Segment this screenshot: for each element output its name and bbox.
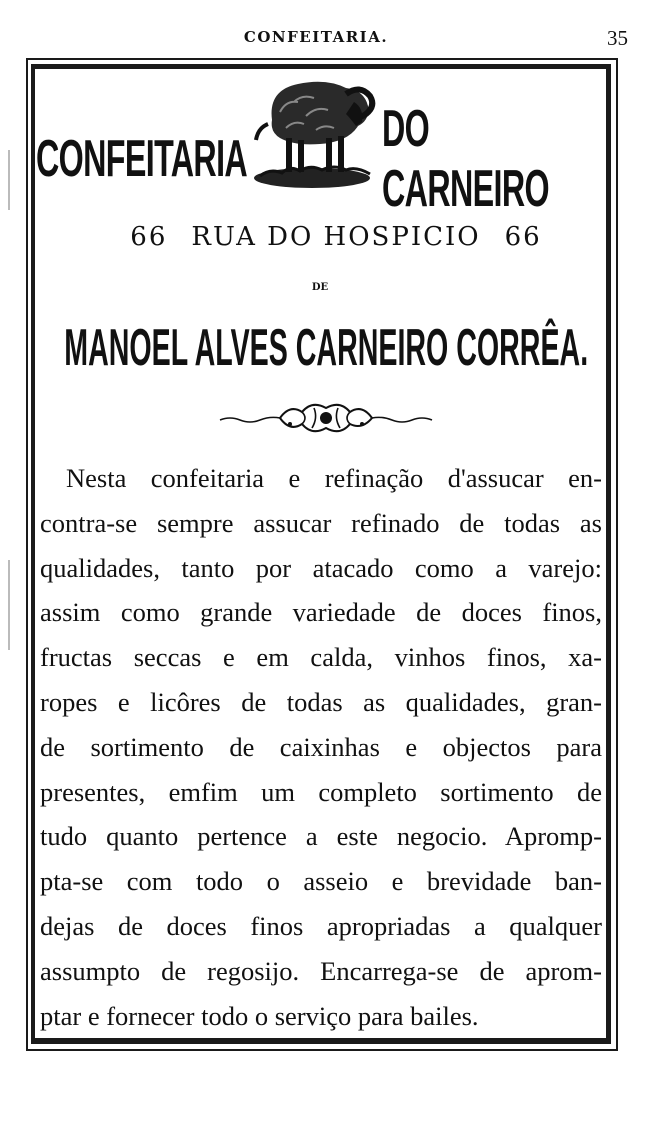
address-number-right: 66 xyxy=(504,222,542,252)
running-title: CONFEITARIA. xyxy=(243,28,389,46)
body-line: dejas de doces finos apropriadas a qualquer xyxy=(40,910,602,941)
body-line: pta-se com todo o asseio e brevidade ban- xyxy=(40,866,602,897)
proprietor-wrap xyxy=(0,312,652,384)
body-line: tudo quanto pertence a este negocio. Apromp- xyxy=(40,821,602,852)
body-line: fructas seccas e em calda, vinhos finos, xa- xyxy=(40,642,602,673)
margin-speck xyxy=(8,150,10,210)
body-line: Nesta confeitaria e refinação d'assucar en- xyxy=(66,463,602,493)
body-line: ropes e licôres de todas as qualidades, gran- xyxy=(40,686,602,717)
body-line: presentes, emfim um completo sortimento de xyxy=(40,776,602,807)
ram-icon xyxy=(250,72,380,190)
flourish-ornament-icon xyxy=(218,398,434,438)
margin-speck xyxy=(8,560,10,650)
address-street: RUA DO HOSPICIO xyxy=(191,222,481,252)
headline-do-carneiro: DO CARNEIRO xyxy=(382,100,549,218)
proprietor-name: MANOEL ALVES CARNEIRO CORRÊA. xyxy=(64,319,588,377)
headline-confeitaria: CONFEITARIA xyxy=(36,130,248,188)
body-line: assim como grande variedade de doces finos, xyxy=(40,597,602,628)
body-line: assumpto de regosijo. Encarrega-se de aprom- xyxy=(40,955,602,986)
body-line: ptar e fornecer todo o serviço para bailes. xyxy=(40,1000,479,1031)
body-line: de sortimento de caixinhas e objectos para xyxy=(40,731,602,762)
body-line: qualidades, tanto por atacado como a varejo: xyxy=(40,552,602,583)
advertisement-body xyxy=(40,456,602,1038)
preposition-label: DE xyxy=(311,282,329,293)
running-header xyxy=(0,24,672,48)
address-line xyxy=(0,222,672,252)
page-number: 35 xyxy=(607,26,628,50)
address-number-left: 66 xyxy=(130,222,168,252)
body-line: contra-se sempre assucar refinado de todas as xyxy=(40,507,602,538)
